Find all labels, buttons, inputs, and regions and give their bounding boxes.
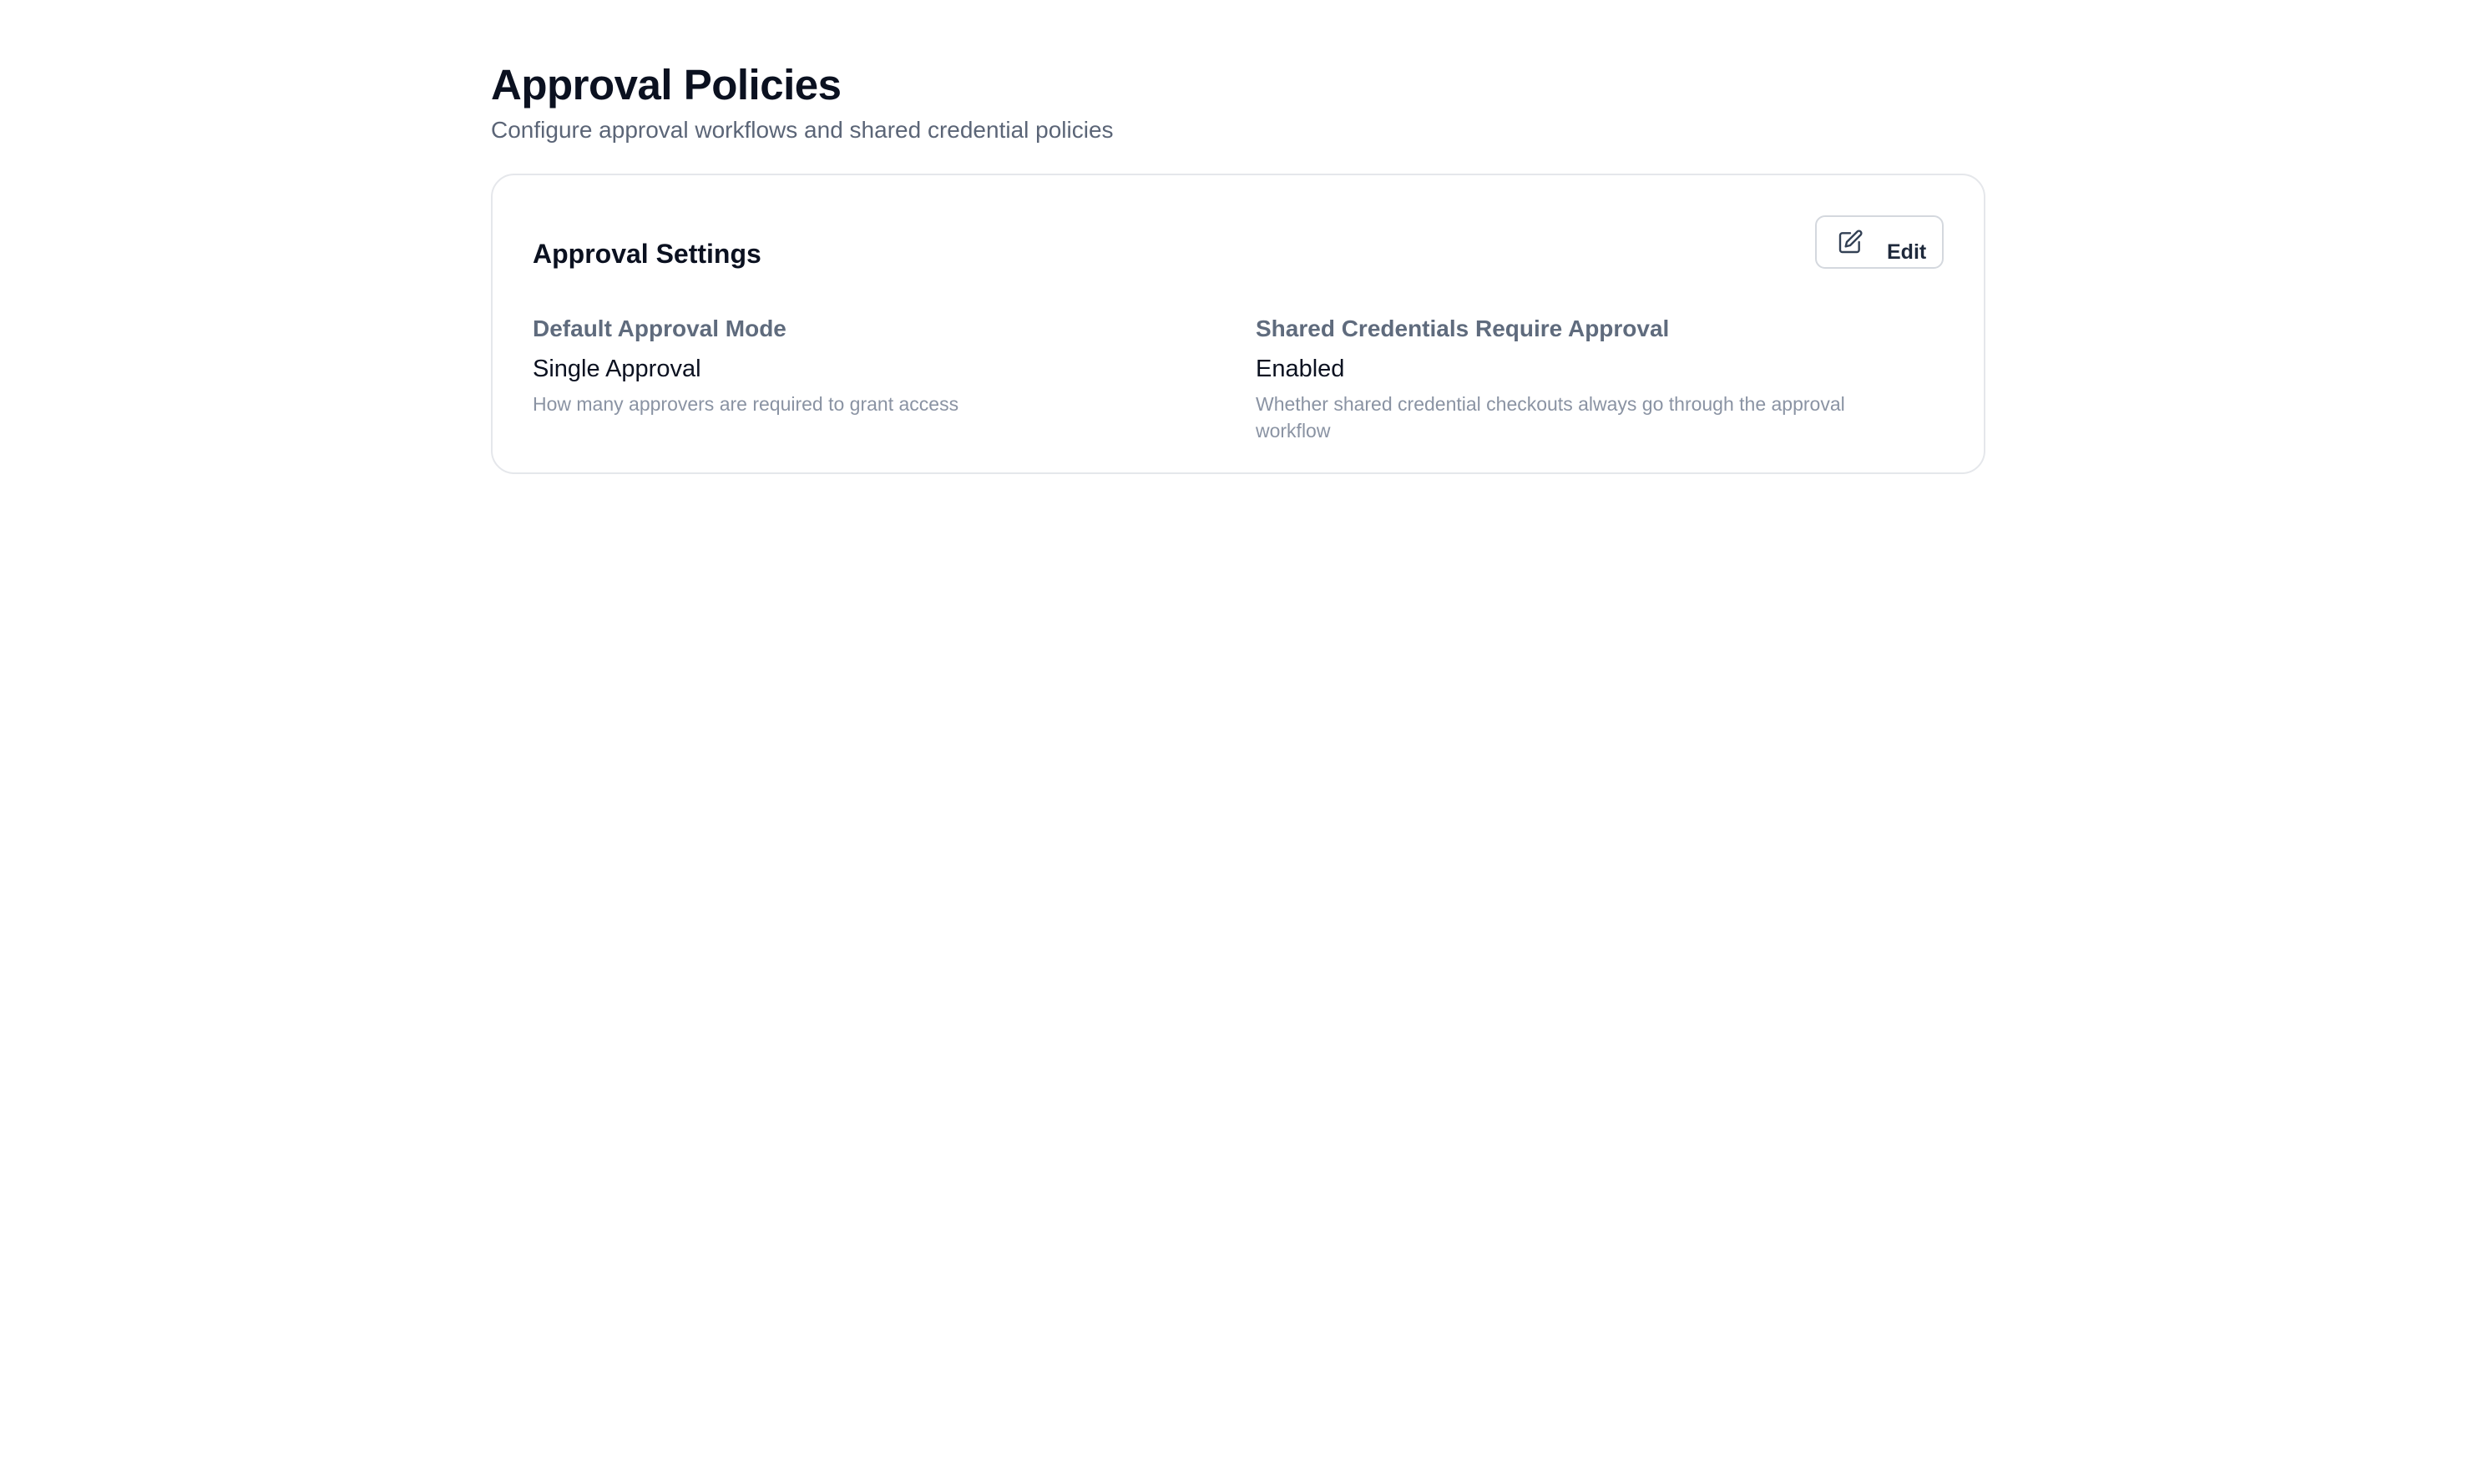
page-subtitle: Configure approval workflows and shared credential policies (491, 117, 1114, 143)
setting-shared-credentials-approval (1256, 314, 1924, 444)
setting-value: Enabled (1256, 356, 1345, 382)
page-content (491, 58, 1987, 442)
page-title: Approval Policies (491, 61, 842, 109)
setting-help-text: Whether shared credential checkouts always go through the approval workflow (1256, 393, 1845, 442)
approval-settings-card (491, 174, 1985, 474)
setting-label: Default Approval Mode (533, 315, 786, 341)
pencil-edit-icon (1837, 229, 1864, 255)
card-title: Approval Settings (533, 239, 761, 269)
edit-button-label: Edit (1887, 240, 1927, 264)
edit-button[interactable] (1815, 215, 1944, 269)
setting-help-text: How many approvers are required to grant access (533, 393, 959, 415)
setting-label: Shared Credentials Require Approval (1256, 315, 1670, 341)
setting-default-approval-mode (533, 314, 1217, 417)
setting-value: Single Approval (533, 356, 701, 382)
